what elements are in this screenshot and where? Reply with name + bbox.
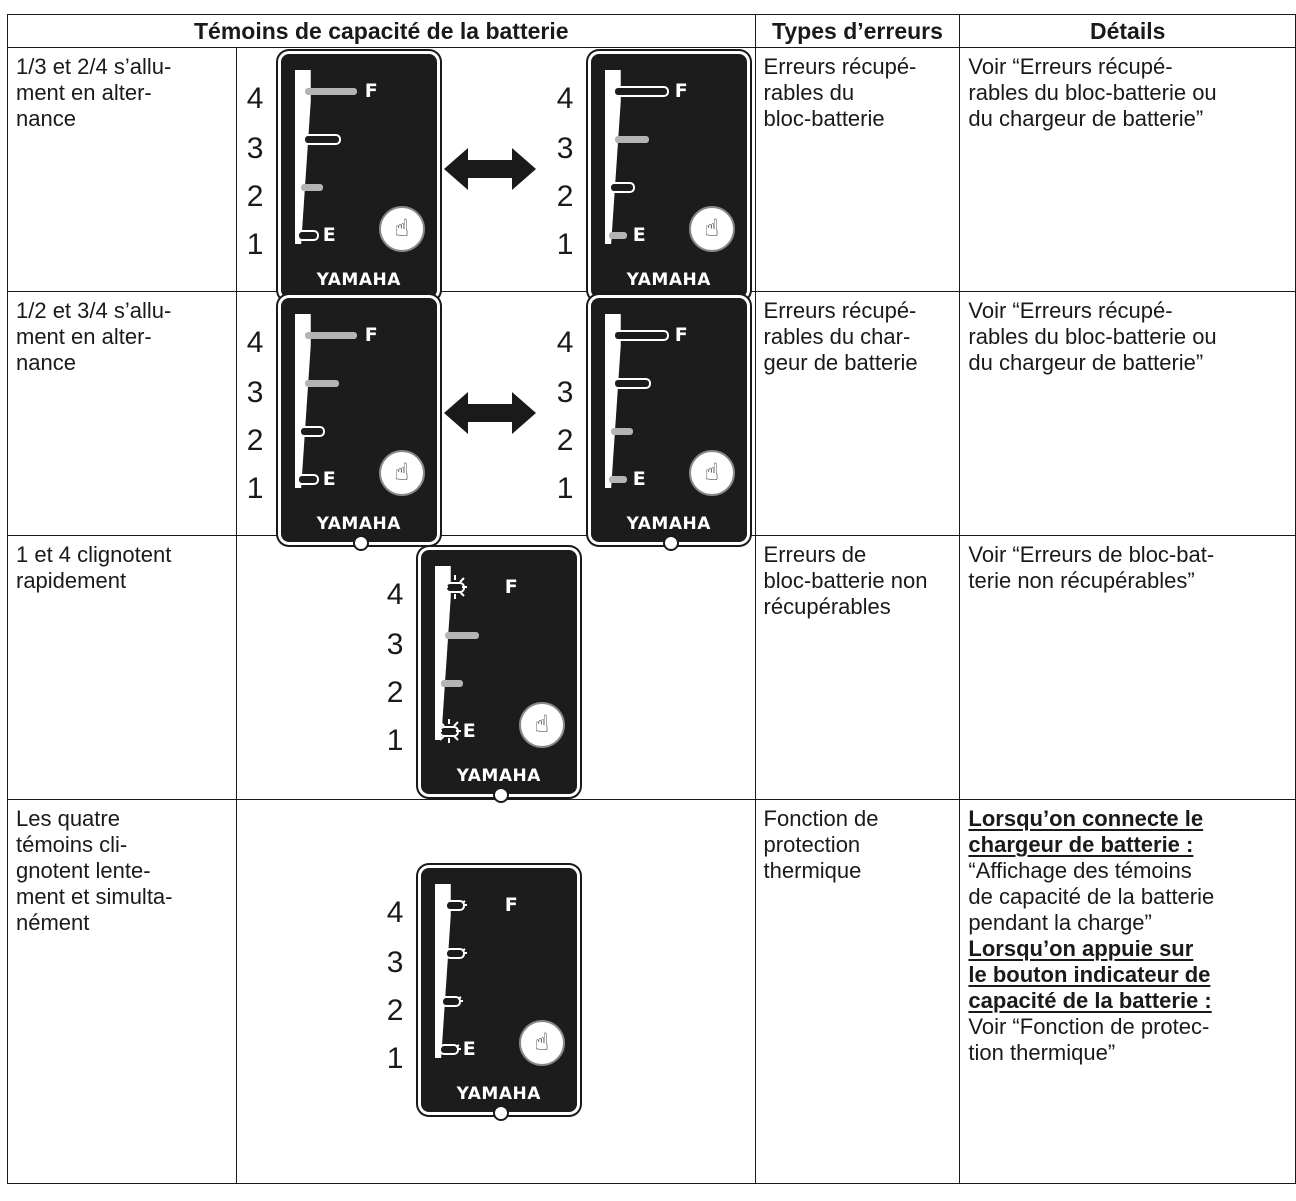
level-number-3: 3 [556, 132, 574, 165]
detail-cell [960, 800, 1296, 1184]
detail-line: rables du bloc-batterie ou [968, 80, 1217, 105]
condition-cell [8, 800, 237, 1184]
type-line: rables du [763, 80, 855, 105]
double-arrow-icon [444, 390, 536, 436]
blink-spark-icon [443, 575, 467, 599]
condition-cell [8, 48, 237, 292]
detail-heading: capacité de la batterie : [968, 988, 1212, 1013]
capacity-scale [295, 314, 311, 488]
indicator-illustration [236, 292, 755, 536]
level-number-4: 4 [386, 896, 404, 929]
header-row [8, 15, 1296, 48]
indicator-bar-2 [441, 680, 463, 687]
hand-press-icon: ☝ [689, 206, 735, 252]
full-letter: F [674, 324, 688, 346]
level-number-1: 1 [386, 1042, 404, 1075]
brand-logo: YAMAHA [626, 270, 711, 290]
indicator-bar-4 [615, 88, 667, 95]
level-number-1: 1 [556, 472, 574, 505]
level-number-4: 4 [556, 326, 574, 359]
panel-notch [493, 1105, 509, 1121]
detail-line: du chargeur de batterie” [968, 106, 1204, 131]
level-number-4: 4 [246, 82, 264, 115]
level-number-4: 4 [386, 578, 404, 611]
brand-logo: YAMAHA [316, 270, 401, 290]
detail-line: de capacité de la batterie [968, 884, 1215, 909]
indicator-bar-3 [305, 136, 339, 143]
level-number-2: 2 [246, 180, 264, 213]
type-line: Erreurs récupé- [763, 298, 917, 323]
detail-line: pendant la charge” [968, 910, 1152, 935]
capacity-scale [605, 70, 621, 244]
brand-logo: YAMAHA [456, 766, 541, 786]
indicator-illustration [236, 536, 755, 800]
level-number-3: 3 [386, 946, 404, 979]
condition-line: ment en alter- [16, 324, 152, 349]
detail-cell [960, 292, 1296, 536]
hand-press-icon: ☝ [379, 206, 425, 252]
battery-indicator-panel [281, 54, 437, 298]
level-number-2: 2 [386, 994, 404, 1027]
full-letter: F [364, 324, 378, 346]
battery-indicator-panel [421, 868, 577, 1112]
indicator-bar-2 [301, 184, 323, 191]
indicator-bar-2 [611, 428, 633, 435]
condition-cell [8, 536, 237, 800]
type-line: bloc-batterie non [763, 568, 928, 593]
level-number-1: 1 [246, 472, 264, 505]
condition-line: 1/3 et 2/4 s’allu- [16, 54, 172, 79]
capacity-scale [295, 70, 311, 244]
full-letter: F [364, 80, 378, 102]
brand-logo: YAMAHA [626, 514, 711, 534]
detail-cell [960, 536, 1296, 800]
level-number-4: 4 [556, 82, 574, 115]
capacity-scale [605, 314, 621, 488]
indicator-bar-4 [305, 332, 357, 339]
indicator-bar-2 [611, 184, 633, 191]
full-letter: F [674, 80, 688, 102]
empty-letter: E [322, 468, 336, 490]
condition-line: 1 et 4 clignotent [16, 542, 172, 567]
detail-heading: chargeur de batterie : [968, 832, 1194, 857]
type-line: rables du char- [763, 324, 911, 349]
detail-line: tion thermique” [968, 1040, 1116, 1065]
condition-line: Les quatre [16, 806, 120, 831]
table-row [8, 292, 1296, 536]
type-line: Erreurs de [763, 542, 867, 567]
blink-spark-icon [443, 941, 467, 965]
detail-heading: Lorsqu’on connecte le [968, 806, 1204, 831]
indicator-bar-1 [299, 232, 317, 239]
battery-indicator-panel [591, 298, 747, 542]
error-type-cell [755, 536, 960, 800]
detail-heading: le bouton indicateur de [968, 962, 1211, 987]
error-table [7, 14, 1296, 1184]
condition-line: nément [16, 910, 90, 935]
double-arrow-icon [444, 146, 536, 192]
condition-cell [8, 292, 237, 536]
hand-press-icon: ☝ [519, 1020, 565, 1066]
blink-spark-icon [437, 1037, 461, 1061]
indicator-illustration [236, 800, 755, 1184]
type-line: geur de batterie [763, 350, 918, 375]
detail-line: Voir “Erreurs de bloc-bat- [968, 542, 1215, 567]
table-row [8, 536, 1296, 800]
full-letter: F [504, 894, 518, 916]
brand-logo: YAMAHA [456, 1084, 541, 1104]
type-line: protection [763, 832, 861, 857]
indicator-bar-3 [305, 380, 339, 387]
level-number-3: 3 [556, 376, 574, 409]
header-details: Détails [960, 15, 1296, 48]
hand-press-icon: ☝ [379, 450, 425, 496]
detail-line: Voir “Erreurs récupé- [968, 54, 1173, 79]
detail-line: du chargeur de batterie” [968, 350, 1204, 375]
battery-indicator-panel [421, 550, 577, 794]
type-line: thermique [763, 858, 862, 883]
type-line: récupérables [763, 594, 891, 619]
condition-line: nance [16, 350, 76, 375]
empty-letter: E [322, 224, 336, 246]
detail-cell [960, 48, 1296, 292]
error-type-cell [755, 292, 960, 536]
detail-line: terie non récupérables” [968, 568, 1195, 593]
level-number-1: 1 [556, 228, 574, 261]
indicator-illustration [236, 48, 755, 292]
empty-letter: E [632, 468, 646, 490]
condition-line: gnotent lente- [16, 858, 151, 883]
indicator-bar-3 [445, 632, 479, 639]
error-type-cell [755, 48, 960, 292]
blink-spark-icon [439, 989, 463, 1013]
empty-letter: E [462, 1038, 476, 1060]
detail-line: Voir “Fonction de protec- [968, 1014, 1210, 1039]
level-number-1: 1 [386, 724, 404, 757]
level-number-3: 3 [246, 132, 264, 165]
empty-letter: E [632, 224, 646, 246]
condition-line: 1/2 et 3/4 s’allu- [16, 298, 172, 323]
condition-line: témoins cli- [16, 832, 128, 857]
level-number-2: 2 [246, 424, 264, 457]
table-row [8, 48, 1296, 292]
battery-indicator-panel [281, 298, 437, 542]
level-number-2: 2 [556, 180, 574, 213]
type-line: Erreurs récupé- [763, 54, 917, 79]
header-indicators: Témoins de capacité de la batterie [8, 15, 756, 48]
full-letter: F [504, 576, 518, 598]
detail-line: rables du bloc-batterie ou [968, 324, 1217, 349]
hand-press-icon: ☝ [519, 702, 565, 748]
level-number-4: 4 [246, 326, 264, 359]
level-number-2: 2 [386, 676, 404, 709]
detail-heading: Lorsqu’on appuie sur [968, 936, 1194, 961]
level-number-3: 3 [386, 628, 404, 661]
hand-press-icon: ☝ [689, 450, 735, 496]
blink-spark-icon [443, 893, 467, 917]
error-type-cell [755, 800, 960, 1184]
indicator-bar-2 [301, 428, 323, 435]
detail-line: “Affichage des témoins [968, 858, 1192, 883]
level-number-2: 2 [556, 424, 574, 457]
level-number-3: 3 [246, 376, 264, 409]
condition-line: ment en alter- [16, 80, 152, 105]
level-number-1: 1 [246, 228, 264, 261]
table-row [8, 800, 1296, 1184]
indicator-bar-3 [615, 380, 649, 387]
indicator-bar-4 [615, 332, 667, 339]
battery-indicator-panel [591, 54, 747, 298]
indicator-bar-1 [609, 232, 627, 239]
indicator-bar-4 [305, 88, 357, 95]
brand-logo: YAMAHA [316, 514, 401, 534]
blink-spark-icon [437, 719, 461, 743]
detail-line: Voir “Erreurs récupé- [968, 298, 1173, 323]
type-line: Fonction de [763, 806, 879, 831]
indicator-bar-3 [615, 136, 649, 143]
indicator-bar-1 [299, 476, 317, 483]
empty-letter: E [462, 720, 476, 742]
condition-line: nance [16, 106, 76, 131]
condition-line: ment et simulta- [16, 884, 173, 909]
header-types: Types d’erreurs [755, 15, 960, 48]
condition-line: rapidement [16, 568, 127, 593]
indicator-bar-1 [609, 476, 627, 483]
type-line: bloc-batterie [763, 106, 885, 131]
